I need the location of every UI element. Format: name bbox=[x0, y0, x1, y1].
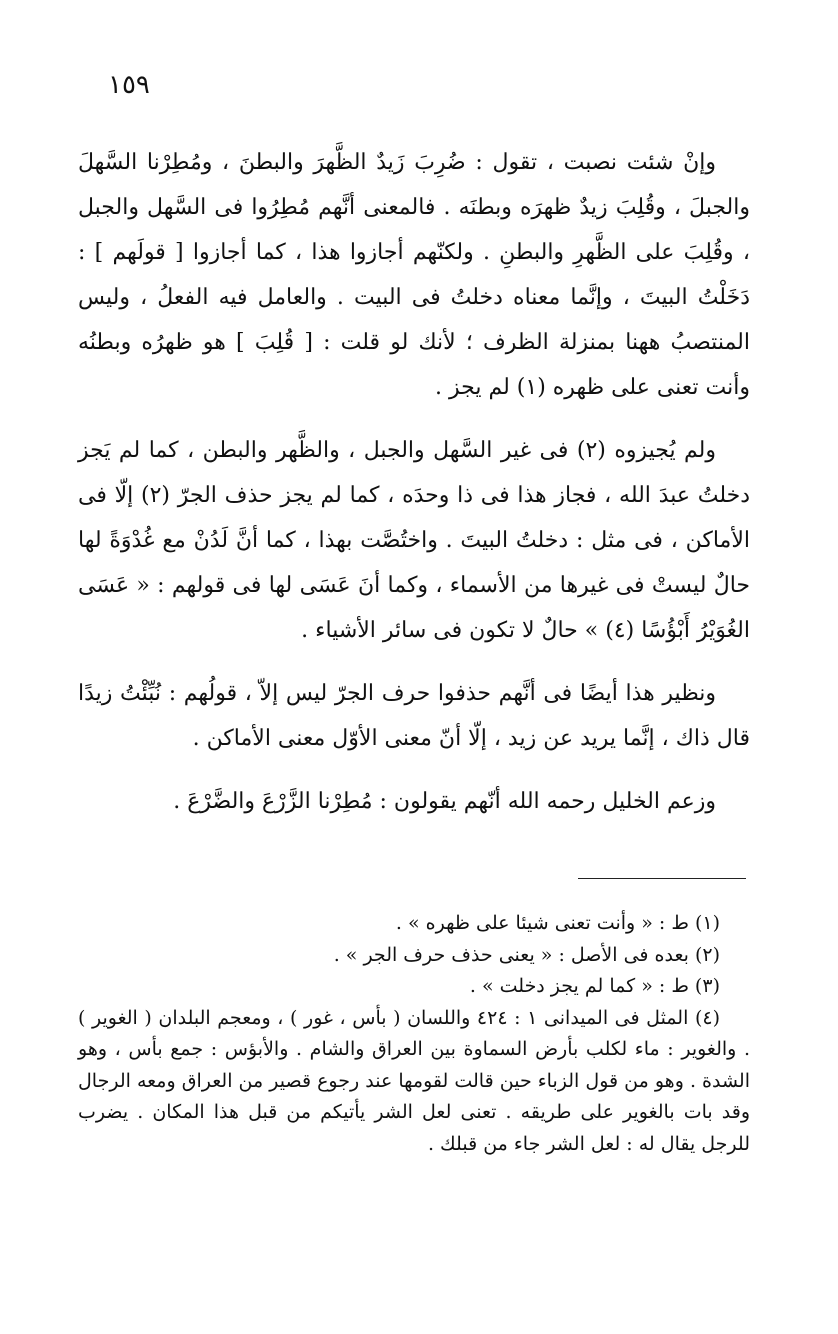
footnote-2: (٢) بعده فى الأصل : « يعنى حذف حرف الجر » . bbox=[333, 943, 720, 966]
footnote-separator bbox=[578, 878, 746, 879]
footnote-1: (١) ط : « وأنت تعنى شيئا على ظهره » . bbox=[395, 912, 720, 934]
paragraph-1: وإنْ شئت نصبت ، تقول : ضُرِبَ زَيدٌ الظَّهرَ والبطنَ ، ومُطِرْنا السَّهلَ والجبلَ ، وقُلِبَ زيدٌ ظهرَه وبطنَه . فالمعنى أنَّهم مُطِرُوا فى السَّهل والجبل ، وقُلِبَ على الظَّهرِ والبطنِ . ولكنّهم أجازوا هذا ، كما أجازوا [ قولَهم ] : دَخَلْتُ البيتَ ، وإنَّما معناه دخلتُ فى البيت . والعامل فيه الفعلُ ، وليس المنتصبُ ههنا بمنزلة الظرف ؛ لأنك لو قلت : [ قُلِبَ ] هو ظهرُه وبطنُه وأنت تعنى على ظهره (١) لم يجز . bbox=[78, 150, 750, 400]
page-number: ١٥٩ bbox=[108, 70, 150, 100]
paragraph-2: ولم يُجيزوه (٢) فى غير السَّهل والجبل ، والظَّهر والبطن ، كما لم يَجز دخلتُ عبدَ الله ، فجاز هذا فى ذا وحدَه ، كما لم يجز حذف الجرّ (٢) إلّا فى الأماكن ، فى مثل : دخلتُ البيتَ . واختُصَّت بهذا ، كما أنَّ لَدُنْ مع غُدْوَةً لها حالٌ ليستْ فى غيرها من الأسماء ، وكما أنَ عَسَى لها فى قولهم : « عَسَى الغُوَيْرُ أَبْؤُسًا (٤) » حالٌ لا تكون فى سائر الأشياء . bbox=[78, 438, 750, 643]
footnotes bbox=[78, 908, 750, 1160]
paragraph-3: ونظير هذا أيضًا فى أنَّهم حذفوا حرف الجرّ ليس إلاّ ، قولُهم : نُبِّئْتُ زيدًا قال ذاك ، إنَّما يريد عن زيد ، إلّا أنّ معنى الأوّل معنى الأماكن . bbox=[78, 681, 750, 751]
footnote-4: (٤) المثل فى الميدانى ١ : ٤٢٤ واللسان ( بأس ، غور ) ، ومعجم البلدان ( الغوير ) . والغوير : ماء لكلب بأرض السماوة بين العراق والشام . والأبؤس : جمع بأس ، وهو الشدة . وهو من قول الزباء حين قالت لقومها عند رجوع قصير من العراق ومعه الرجال وقد بات بالغوير على طريقه . تعنى لعل الشر يأتيكم من قبل هذا المكان . يضرب للرجل يقال له : لعل الشر جاء من قبلك . bbox=[78, 1006, 750, 1155]
footnote-3: (٣) ط : « كما لم يجز دخلت » . bbox=[469, 975, 720, 997]
main-text bbox=[78, 140, 750, 824]
paragraph-4: وزعم الخليل رحمه الله أنّهم يقولون : مُطِرْنا الزَّرْعَ والضَّرْعَ . bbox=[173, 789, 716, 814]
